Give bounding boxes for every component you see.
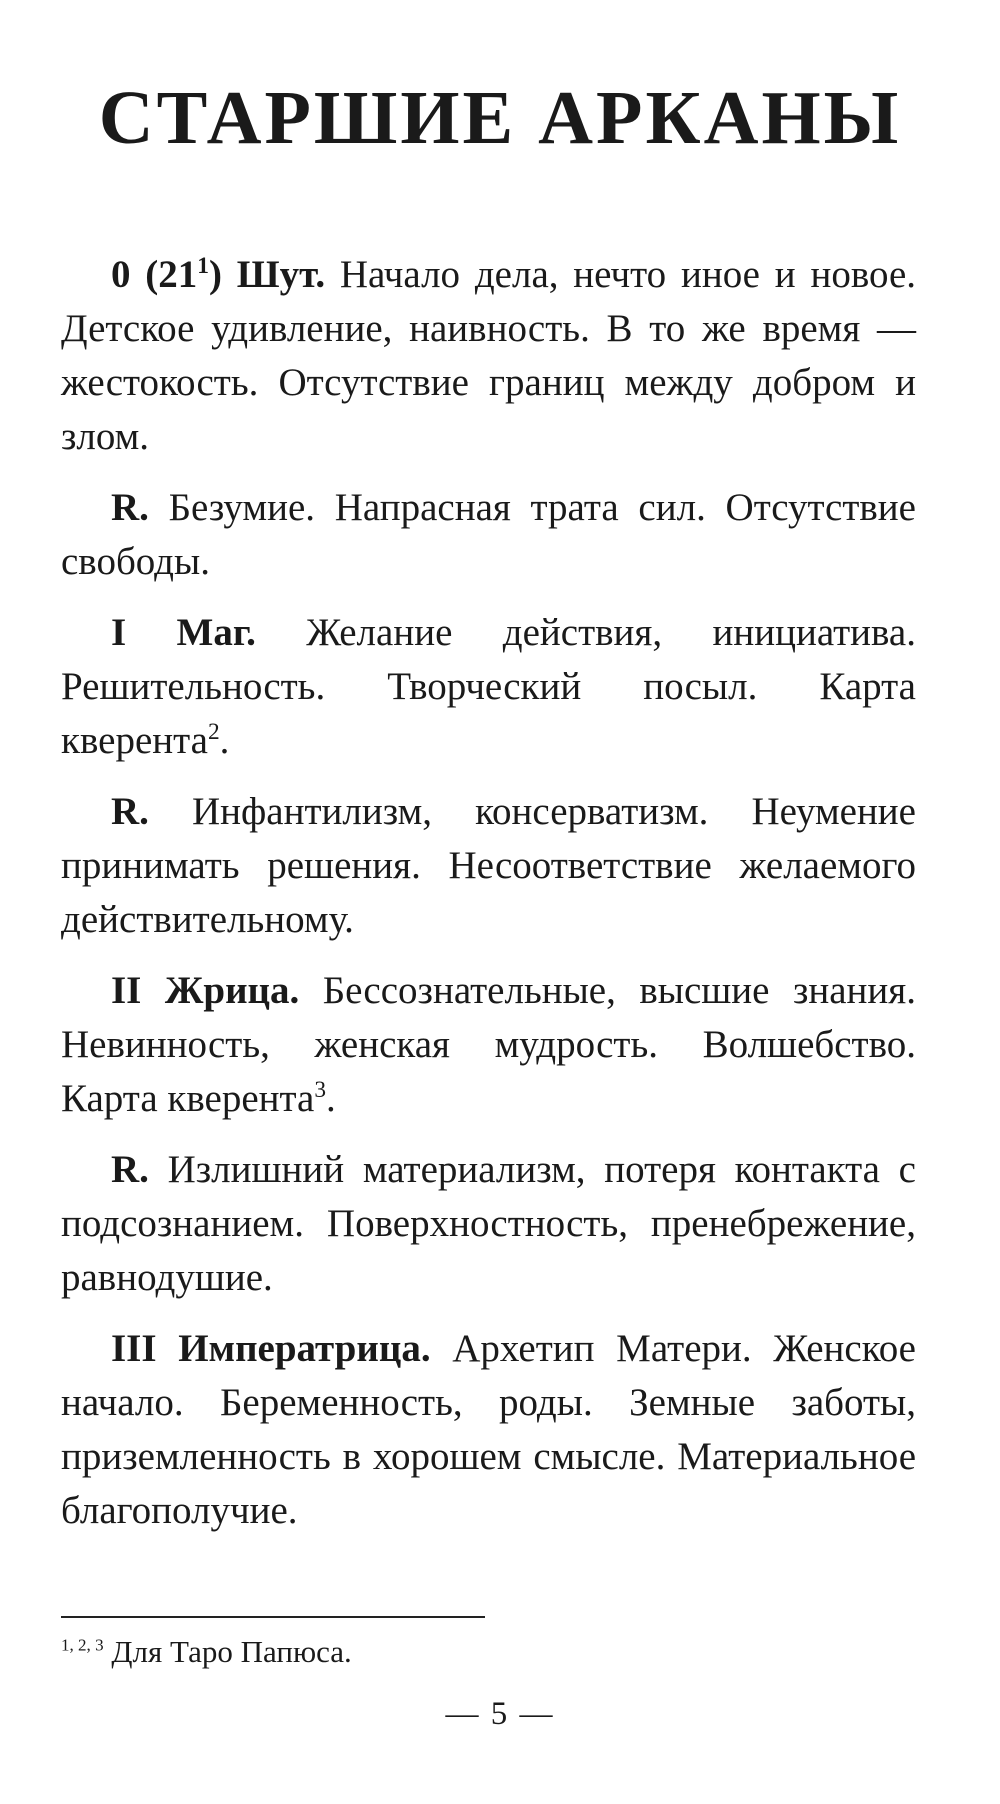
entry-fool bbox=[61, 248, 916, 464]
entry-empress bbox=[61, 1322, 916, 1538]
entry-text: Архетип Матери. Женское начало. Беременность, роды. Земные заботы, приземленность в хорошем смысле. Материальное благополучие. bbox=[61, 1327, 916, 1532]
footnote bbox=[61, 1632, 352, 1672]
entry-text: Безумие. Напрасная трата сил. Отсутствие свободы. bbox=[61, 486, 916, 583]
entry-fool-reversed bbox=[61, 481, 916, 589]
footnote-text: Для Таро Папюса. bbox=[103, 1634, 352, 1669]
footnote-ref: 2 bbox=[207, 719, 220, 745]
footnote-marks: 1, 2, 3 bbox=[61, 1635, 104, 1655]
entry-text: Начало дела, нечто иное и новое. Детское удивление, наивность. В то же время — жестокость. Отсутствие границ между добром и злом. bbox=[61, 253, 916, 458]
entry-heading: 0 $(21^1)$ Шут. bbox=[111, 253, 326, 296]
entry-magician-reversed bbox=[61, 785, 916, 947]
page-title: СТАРШИЕ АРКАНЫ bbox=[98, 76, 902, 160]
entry-heading: II Жрица. bbox=[111, 969, 300, 1012]
entry-heading: I Маг. bbox=[111, 611, 256, 654]
entry-text: Инфантилизм, консерватизм. Неумение принимать решения. Несоответствие желаемого действительному. bbox=[61, 790, 916, 941]
entry-heading: III Императрица. bbox=[111, 1327, 431, 1370]
entry-magician: I Маг. Желание действия, инициатива. Решительность. Творческий посыл. Карта кверента$^2$. bbox=[61, 611, 916, 762]
entry-text: Бессознательные, высшие знания. Невинность, женская мудрость. Волшебство. Карта кверента bbox=[61, 969, 916, 1120]
entry-text: Желание действия, инициатива. Решительность. Творческий посыл. Карта кверента bbox=[61, 611, 916, 762]
entry-priestess: II Жрица. Бессознательные, высшие знания. Невинность, женская мудрость. Волшебство. Карта кверента$^3$. bbox=[61, 969, 916, 1120]
footnote-divider bbox=[61, 1616, 485, 1618]
footnote-ref: 1 bbox=[197, 253, 209, 279]
entry-heading: R. bbox=[111, 790, 149, 833]
entry-heading: R. bbox=[111, 1148, 149, 1191]
body-text bbox=[61, 248, 916, 1555]
entry-heading: R. bbox=[111, 486, 149, 529]
footnote-ref: 3 bbox=[314, 1077, 327, 1103]
page-number: — 5 — bbox=[445, 1696, 555, 1732]
entry-priestess-reversed bbox=[61, 1143, 916, 1305]
entry-text: Излишний материализм, потеря контакта с подсознанием. Поверхностность, пренебрежение, равнодушие. bbox=[61, 1148, 916, 1299]
